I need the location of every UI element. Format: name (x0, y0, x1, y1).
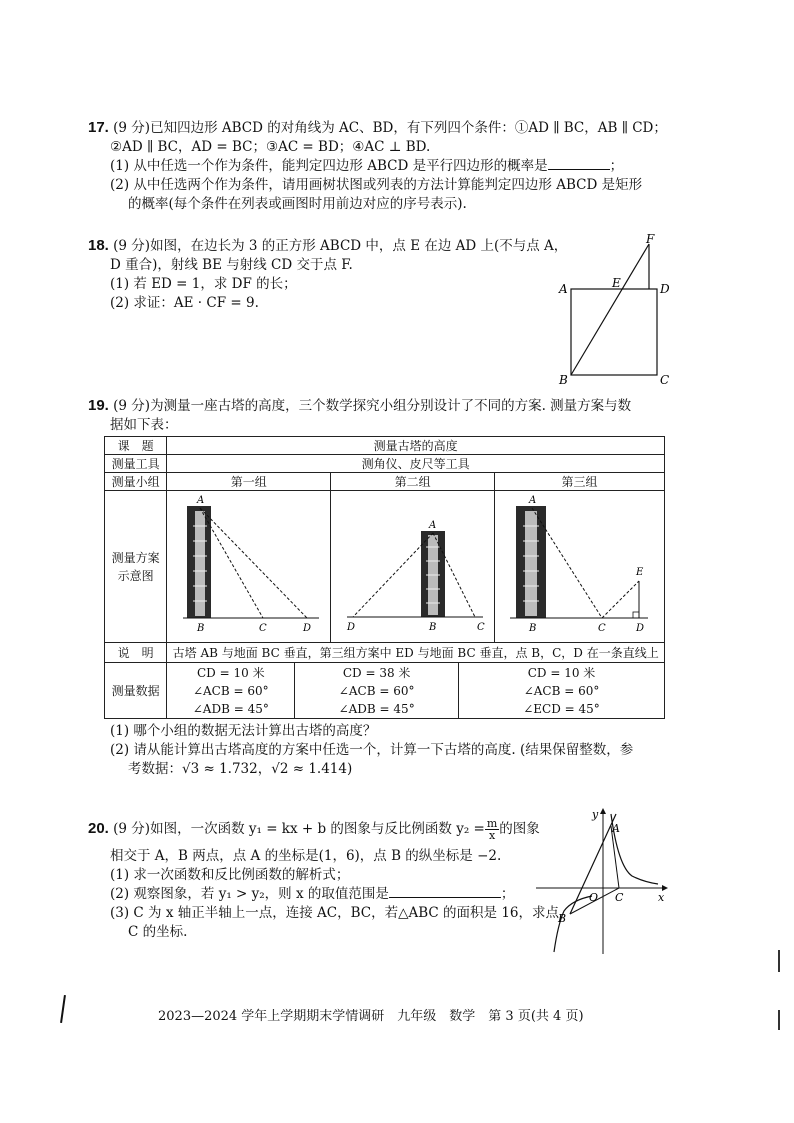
question-19 (88, 396, 631, 435)
punct: ； (500, 886, 515, 902)
fraction-m-over-x: $\frac{m}{x}$ (486, 817, 498, 842)
question-stem-cont: 相交于 A，B 两点，点 A 的坐标是(1，6)，点 B 的纵坐标是 −2. (110, 848, 502, 864)
header-note: 说 明 (105, 643, 167, 663)
label-d: D (635, 623, 644, 634)
header-tools: 测量工具 (105, 455, 167, 473)
label-c: C (615, 891, 624, 904)
label-e: E (635, 567, 643, 578)
scheme-3-diagram (496, 491, 664, 639)
question-19-subs (88, 722, 633, 779)
header-data: 测量数据 (105, 663, 167, 719)
question-stem: (9 分)如图，在边长为 3 的正方形 ABCD 中，点 E 在边 AD 上(不与点 A， (113, 238, 568, 254)
sub-question-1: (1) 若 ED = 1，求 DF 的长； (110, 276, 297, 292)
question-number: 20. (88, 820, 109, 837)
sub-question-1: (1) 求一次函数和反比例函数的解析式； (110, 867, 350, 883)
square-figure (552, 232, 682, 390)
question-stem-cont: 据如下表： (110, 417, 178, 433)
topic-value: 测量古塔的高度 (167, 437, 665, 455)
scheme-2-diagram (333, 491, 493, 639)
question-20 (88, 818, 559, 942)
label-a: A (559, 282, 568, 296)
question-18 (88, 236, 567, 313)
question-stem-cont: D 重合)，射线 BE 与射线 CD 交于点 F. (110, 257, 353, 273)
question-number: 18. (88, 237, 109, 254)
header-group: 测量小组 (105, 473, 167, 491)
answer-blank (548, 157, 610, 170)
sub-question-2: (2) 观察图象，若 y₁ > y₂，则 x 的取值范围是 (110, 886, 389, 902)
sub-question-1: (1) 哪个小组的数据无法计算出古塔的高度？ (110, 723, 377, 739)
label-o: O (589, 891, 599, 904)
data-group-1: CD = 10 米 ∠ACB = 60° ∠ADB = 45° (167, 663, 295, 719)
label-a: A (196, 495, 204, 506)
sub-question-2-cont: 的概率(每个条件在列表或画图时用前边对应的序号表示). (128, 196, 467, 212)
label-b: B (428, 622, 436, 633)
label-d: D (660, 282, 670, 296)
question-stem-cont: ②AD ∥ BC，AD = BC；③AC = BD；④AC ⊥ BD. (110, 139, 431, 155)
scheme-fig-1 (167, 491, 331, 643)
margin-mark-left (60, 995, 66, 1023)
label-f: F (646, 232, 655, 246)
sub-question-2: (2) 求证：AE · CF = 9. (110, 295, 259, 311)
label-d: D (302, 623, 311, 634)
label-a: A (528, 495, 536, 506)
label-b: B (528, 623, 536, 634)
page-footer: 2023—2024 学年上学期期末学情调研 九年级 数学 第 3 页(共 4 页) (158, 1009, 584, 1024)
punct: ； (609, 158, 624, 174)
margin-mark-right (778, 950, 780, 972)
label-a: A (428, 520, 436, 531)
tools-value: 测角仪、皮尺等工具 (167, 455, 665, 473)
question-17 (88, 118, 667, 214)
note-value: 古塔 AB 与地面 BC 垂直，第三组方案中 ED 与地面 BC 垂直，点 B，C，D 在一条直线上 (167, 643, 665, 663)
data-group-2: CD = 38 米 ∠ACB = 60° ∠ADB = 45° (295, 663, 459, 719)
question-number: 17. (88, 119, 109, 136)
sub-question-3: (3) C 为 x 轴正半轴上一点，连接 AC，BC，若△ABC 的面积是 16，求点 (110, 905, 559, 921)
sub-question-2-cont: 考数据：√3 ≈ 1.732，√2 ≈ 1.414) (128, 761, 353, 777)
label-e: E (612, 276, 621, 290)
question-stem: (9 分)已知四边形 ABCD 的对角线为 AC、BD，有下列四个条件：①AD ∥ BC，AB ∥ CD； (113, 120, 667, 136)
sub-question-2: (2) 从中任选两个作为条件，请用画树状图或列表的方法计算能判定四边形 ABCD 是矩形 (110, 177, 643, 193)
answer-blank (389, 885, 501, 898)
label-b: B (558, 912, 567, 925)
question-stem-end: 的图象 (499, 821, 540, 837)
sub-question-1: (1) 从中任选一个作为条件，能判定四边形 ABCD 是平行四边形的概率是 (110, 158, 548, 174)
label-c: C (597, 623, 606, 634)
scheme-fig-2 (331, 491, 495, 643)
label-b: B (196, 623, 205, 634)
margin-mark-right-2 (778, 1010, 780, 1030)
group-2: 第二组 (331, 473, 495, 491)
group-3: 第三组 (495, 473, 665, 491)
label-d: D (346, 622, 355, 633)
label-a: A (612, 822, 620, 835)
label-y: y (592, 808, 599, 821)
question-stem: (9 分)如图，一次函数 y₁ = kx + b 的图象与反比例函数 y₂ = (113, 821, 485, 837)
group-1: 第一组 (167, 473, 331, 491)
function-graph (532, 806, 668, 956)
question-stem: (9 分)为测量一座古塔的高度，三个数学探究小组分别设计了不同的方案. 测量方案与数 (113, 398, 632, 414)
scheme-1-diagram (169, 491, 329, 639)
header-topic: 课 题 (105, 437, 167, 455)
label-x: x (658, 891, 665, 904)
scheme-fig-3 (495, 491, 665, 643)
label-b: B (559, 373, 568, 387)
label-c: C (476, 622, 485, 633)
header-scheme: 测量方案示意图 (105, 491, 167, 643)
question-number: 19. (88, 397, 109, 414)
sub-question-3-cont: C 的坐标. (128, 924, 188, 940)
data-group-3: CD = 10 米 ∠ACB = 60° ∠ECD = 45° (459, 663, 665, 719)
label-c: C (660, 373, 670, 387)
sub-question-2: (2) 请从能计算出古塔高度的方案中任选一个，计算一下古塔的高度. (结果保留整数，参 (110, 742, 634, 758)
label-c: C (258, 623, 267, 634)
measurement-table (104, 436, 665, 719)
